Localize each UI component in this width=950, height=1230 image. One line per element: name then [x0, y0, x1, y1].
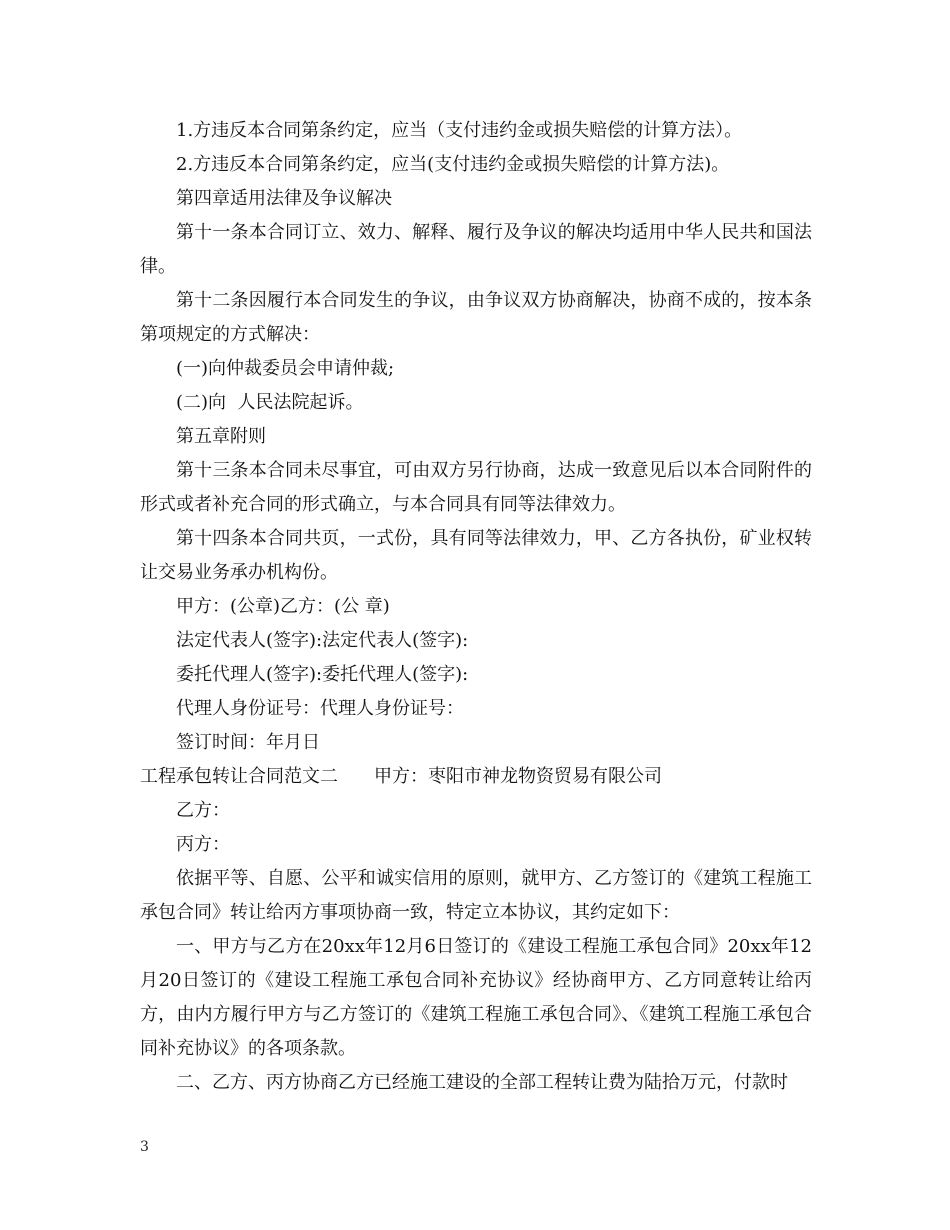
- page-number: 3: [140, 1139, 149, 1155]
- paragraph: 2.方违反本合同第条约定，应当(支付违约金或损失赔偿的计算方法)。: [176, 154, 730, 175]
- signature-line: 委托代理人(签字):委托代理人(签字):: [176, 664, 469, 685]
- chapter-heading: 第五章附则: [176, 426, 266, 447]
- paragraph: 第十一条本合同订立、效力、解释、履行及争议的解决均适用中华人民共和国法律。: [140, 222, 812, 277]
- party-line: 乙方：: [176, 800, 230, 821]
- paragraph: 一、甲方与乙方在20xx年12月6日签订的《建设工程施工承包合同》20xx年12月20日签订的《建设工程施工承包合同补充协议》经协商甲方、乙方同意转让给丙方，由内方履行甲方与乙方签订的《建筑工程施工承包合同》、《建筑工程施工承包合同补充协议》的各项条款。: [140, 936, 813, 1059]
- signature-line: 代理人身份证号：代理人身份证号：: [176, 698, 464, 719]
- signature-line: 甲方：(公章)乙方：(公 章): [176, 596, 390, 617]
- paragraph: 1.方违反本合同第条约定，应当（支付违约金或损失赔偿的计算方法）。: [176, 120, 743, 141]
- paragraph: 第十三条本合同未尽事宜，可由双方另行协商，达成一致意见后以本合同附件的形式或者补充合同的形式确立，与本合同具有同等法律效力。: [140, 460, 812, 515]
- paragraph: (一)向仲裁委员会申请仲裁;: [176, 358, 395, 379]
- document-body: [140, 114, 812, 1100]
- signature-line: 签订时间：年月日: [176, 732, 320, 753]
- section-title: 工程承包转让合同范文二 甲方：枣阳市神龙物资贸易有限公司: [140, 766, 662, 787]
- paragraph: (二)向 人民法院起诉。: [176, 392, 364, 413]
- chapter-heading: 第四章适用法律及争议解决: [176, 188, 392, 209]
- signature-line: 法定代表人(签字):法定代表人(签字):: [176, 630, 469, 651]
- party-line: 丙方：: [176, 834, 230, 855]
- paragraph: 依据平等、自愿、公平和诚实信用的原则，就甲方、乙方签订的《建筑工程施工承包合同》转让给丙方事项协商一致，特定立本协议，其约定如下：: [140, 868, 812, 923]
- paragraph: 二、乙方、丙方协商乙方已经施工建设的全部工程转让费为陆拾万元，付款时: [176, 1072, 788, 1093]
- paragraph: 第十四条本合同共页，一式份，具有同等法律效力，甲、乙方各执份，矿业权转让交易业务承办机构份。: [140, 528, 812, 583]
- paragraph: 第十二条因履行本合同发生的争议，由争议双方协商解决，协商不成的，按本条第项规定的方式解决：: [140, 290, 812, 345]
